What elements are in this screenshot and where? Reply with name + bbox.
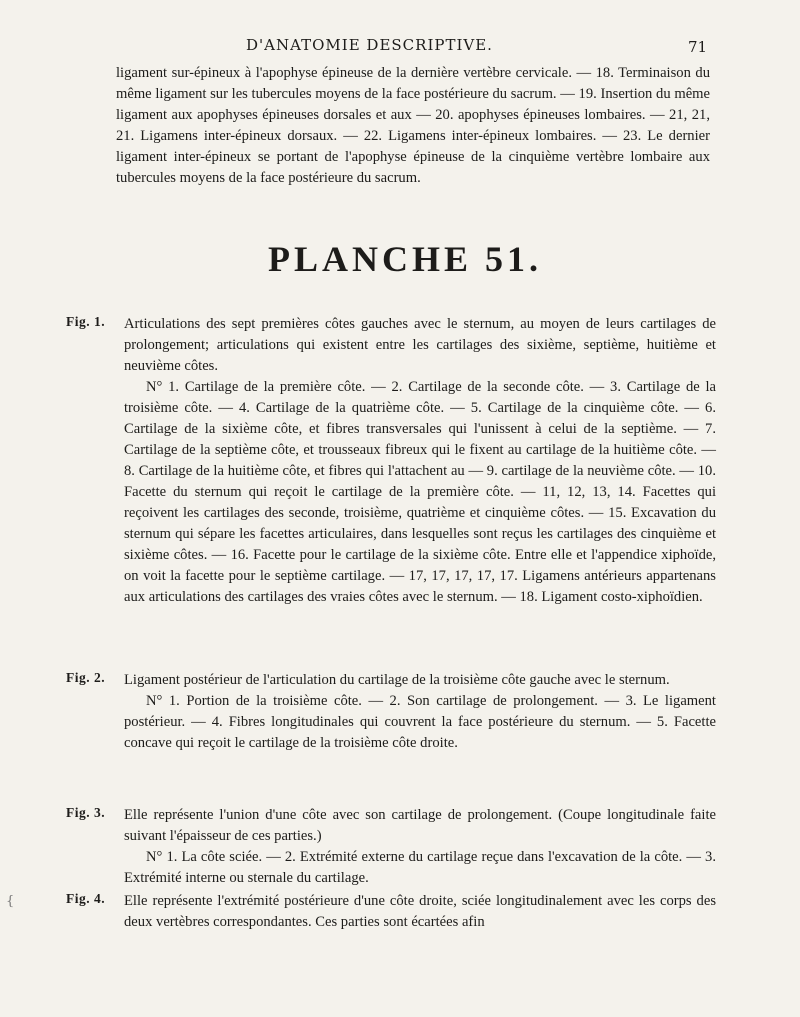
- figure-entry: [66, 891, 716, 933]
- plate-title: PLANCHE 51.: [268, 239, 543, 279]
- figure-parts: N° 1. La côte sciée. — 2. Extrémité externe du cartilage reçue dans l'excavation de la côte. — 3. Extrémité interne ou sternale du cartilage.: [124, 849, 716, 886]
- figure-label: Fig. 2.: [66, 670, 106, 685]
- figure-parts: N° 1. Cartilage de la première côte. — 2. Cartilage de la seconde côte. — 3. Cartilage de la troisième côte. — 4. Cartilage de la quatrième côte. — 5. Cartilage de la cinquième côte. — 6. Cartilage de la sixième côte, et fibres transversales qui l'unissent à celui de la septième. — 7. Cartilage de la septième côte, et trousseaux fibreux qui le fixent au cartilage de la huitième côte. — 8. Cartilage de la huitième côte, et fibres qui l'attachent au — 9. cartilage de la neuvième côte. — 10. Facette du sternum qui reçoit le cartilage de la première côte. — 11, 12, 13, 14. Facettes qui reçoivent les cartilages des seconde, troisième, quatrième et cinquième côtes. — 15. Excavation du sternum qui sépare les facettes articulaires, dans lesquelles sont reçus les cartilages des cinquième et sixième côtes. — 16. Facette pour le cartilage de la sixième côte. Entre elle et l'appendice xiphoïde, on voit la facette pour le septième cartilage. — 17, 17, 17, 17, 17. Ligamens antérieurs appartenans aux articulations des cartilages des vraies côtes avec le sternum. — 18. Ligament costo-xiphoïdien.: [124, 379, 716, 605]
- figure-description: Ligament postérieur de l'articulation du cartilage de la troisième côte gauche avec le sternum.: [124, 672, 670, 688]
- figure-label: Fig. 3.: [66, 805, 106, 820]
- figure-description: Elle représente l'extrémité postérieure d'une côte droite, sciée longitudinalement avec les corps des deux vertèbres correspondantes. Ces parties sont écartées afin: [124, 893, 716, 930]
- continuation-paragraph: ligament sur-épineux à l'apophyse épineuse de la dernière vertèbre cervicale. — 18. Terminaison du même ligament sur les tubercules moyens de la face postérieure du sacrum. — 19. Insertion du même ligament aux apophyses épineuses dorsales et aux — 20. apophyses épineuses lombaires. — 21, 21, 21. Ligamens inter-épineux dorsaux. — 22. Ligamens inter-épineux lombaires. — 23. Le dernier ligament inter-épineux se portant de l'apophyse épineuse de la cinquième vertèbre lombaire aux tubercules moyens de la face postérieure du sacrum.: [116, 65, 710, 186]
- running-head: D'ANATOMIE DESCRIPTIVE.: [246, 36, 493, 54]
- figure-description: Articulations des sept premières côtes gauches avec le sternum, au moyen de leurs cartilages de prolongement; articulations qui existent entre les cartilages des sixième, septième, huitième et neuvième côtes.: [124, 316, 716, 374]
- figure-entry: [66, 805, 716, 889]
- figure-entry: [66, 670, 716, 754]
- figure-parts: N° 1. Portion de la troisième côte. — 2. Son cartilage de prolongement. — 3. Le ligament postérieur. — 4. Fibres longitudinales qui couvrent la face postérieure du sternum. — 5. Facette concave qui reçoit le cartilage de la troisième côte droite.: [124, 693, 716, 751]
- page-number: 71: [688, 38, 708, 56]
- margin-bracket-mark: {: [6, 894, 15, 909]
- figure-label: Fig. 1.: [66, 314, 106, 329]
- figure-label: Fig. 4.: [66, 891, 106, 906]
- figure-entry: [66, 314, 716, 608]
- figure-description: Elle représente l'union d'une côte avec son cartilage de prolongement. (Coupe longitudinale faite suivant l'épaisseur de ces parties.): [124, 807, 716, 844]
